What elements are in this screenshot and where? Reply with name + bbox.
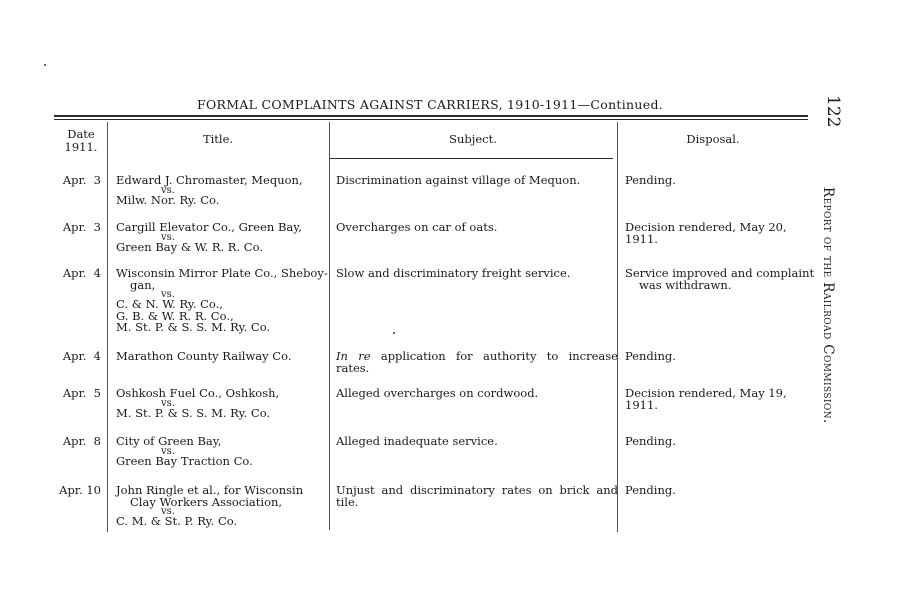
latin-phrase: In re bbox=[336, 349, 371, 363]
subject-line: tile. bbox=[336, 494, 359, 509]
row-title bbox=[116, 351, 291, 363]
row-subject bbox=[336, 388, 618, 400]
running-head: Report of the Railroad Commission. bbox=[820, 187, 836, 424]
subject-line: Alleged inadequate service. bbox=[336, 434, 498, 448]
row-date: Apr. 5 bbox=[62, 386, 101, 400]
column-rule-1 bbox=[107, 122, 108, 532]
disposal-line: Decision rendered, May 20, 1911. bbox=[625, 220, 787, 246]
row-date: Apr. 3 bbox=[62, 173, 101, 187]
row-date: Apr. 4 bbox=[62, 349, 101, 363]
row-disposal bbox=[625, 436, 815, 448]
row-disposal bbox=[625, 268, 815, 291]
complainant-line: Marathon County Railway Co. bbox=[116, 349, 292, 363]
row-subject bbox=[336, 175, 618, 187]
subject-line: Unjust and discriminatory rates on brick and bbox=[336, 483, 618, 497]
header-date-line: 1911. bbox=[64, 140, 98, 154]
header-title: Title. bbox=[202, 132, 234, 146]
subject-line: rates. bbox=[336, 360, 370, 375]
top-rule-thick bbox=[54, 115, 808, 117]
complainant-line: Oshkosh Fuel Co., Oshkosh, bbox=[116, 386, 280, 400]
disposal-line: was withdrawn. bbox=[639, 277, 732, 292]
subject-line: Overcharges on car of oats. bbox=[336, 220, 498, 234]
versus-label: vs. bbox=[161, 184, 175, 196]
defendant-line: C. & N. W. Ry. Co., bbox=[116, 297, 223, 311]
header-date-line: Date bbox=[67, 127, 95, 141]
complainant-line: Edward J. Chromaster, Mequon, bbox=[116, 173, 303, 187]
disposal-line: Decision rendered, May 19, 1911. bbox=[625, 386, 787, 412]
versus-label: vs. bbox=[161, 231, 175, 243]
header-subject: Subject. bbox=[449, 132, 497, 146]
row-disposal bbox=[625, 351, 815, 363]
page-title: FORMAL COMPLAINTS AGAINST CARRIERS, 1910-1911—Continued. bbox=[196, 97, 664, 112]
row-subject bbox=[336, 485, 618, 508]
disposal-line: Pending. bbox=[625, 434, 676, 448]
versus-label: vs. bbox=[161, 289, 175, 300]
subject-line: Alleged overcharges on cordwood. bbox=[336, 386, 539, 400]
row-subject bbox=[336, 268, 618, 280]
complainant-line: gan, bbox=[130, 277, 156, 292]
row-disposal bbox=[625, 175, 815, 187]
row-title bbox=[116, 175, 303, 206]
defendant-line: Milw. Nor. Ry. Co. bbox=[116, 192, 220, 207]
header-date bbox=[56, 128, 106, 154]
row-title bbox=[116, 485, 303, 528]
page-number: 122 bbox=[823, 95, 843, 128]
row-disposal bbox=[625, 485, 815, 497]
row-subject bbox=[336, 436, 618, 448]
row-subject bbox=[336, 222, 618, 234]
row-disposal bbox=[625, 388, 815, 411]
complainant-line: Cargill Elevator Co., Green Bay, bbox=[116, 220, 302, 234]
disposal-line: Pending. bbox=[625, 349, 676, 363]
header-disposal: Disposal. bbox=[686, 132, 740, 146]
defendant-line: G. B. & W. R. R. Co., bbox=[116, 308, 234, 323]
defendant-line: C. M. & St. P. Ry. Co. bbox=[116, 514, 238, 528]
row-title bbox=[116, 268, 328, 334]
row-title bbox=[116, 388, 279, 419]
complainant-line: Clay Workers Association, bbox=[130, 494, 283, 509]
row-date: Apr. 8 bbox=[62, 434, 101, 448]
complainant-line: Wisconsin Mirror Plate Co., Sheboy- bbox=[116, 266, 328, 280]
defendant-line: M. St. P. & S. S. M. Ry. Co. bbox=[116, 405, 271, 420]
print-speck bbox=[44, 64, 46, 66]
row-title bbox=[116, 436, 253, 467]
row-date: Apr. 3 bbox=[62, 220, 101, 234]
row-date: Apr. 4 bbox=[62, 266, 101, 280]
subject-line: Slow and discriminatory freight service. bbox=[336, 266, 571, 280]
subject-line: In re application for authority to increase bbox=[336, 349, 618, 363]
defendant-line: Green Bay Traction Co. bbox=[116, 453, 253, 468]
versus-label: vs. bbox=[161, 397, 175, 409]
subject-line: Discrimination against village of Mequon. bbox=[336, 173, 581, 187]
row-subject bbox=[336, 351, 618, 374]
defendant-line: Green Bay & W. R. R. Co. bbox=[116, 239, 263, 254]
column-rule-2 bbox=[329, 122, 330, 530]
complainant-line: John Ringle et al., for Wisconsin bbox=[116, 483, 304, 497]
defendant-line: M. St. P. & S. S. M. Ry. Co. bbox=[116, 320, 271, 334]
disposal-line: Pending. bbox=[625, 173, 676, 187]
header-rule bbox=[330, 158, 613, 159]
versus-label: vs. bbox=[161, 506, 175, 517]
row-title bbox=[116, 222, 302, 253]
top-rule-thin bbox=[54, 119, 808, 120]
versus-label: vs. bbox=[161, 445, 175, 457]
disposal-line: Service improved and complaint bbox=[625, 266, 815, 280]
disposal-line: Pending. bbox=[625, 483, 676, 497]
row-date: Apr. 10 bbox=[59, 483, 101, 497]
complainant-line: City of Green Bay, bbox=[116, 434, 222, 448]
print-speck bbox=[393, 332, 395, 334]
row-disposal bbox=[625, 222, 815, 245]
